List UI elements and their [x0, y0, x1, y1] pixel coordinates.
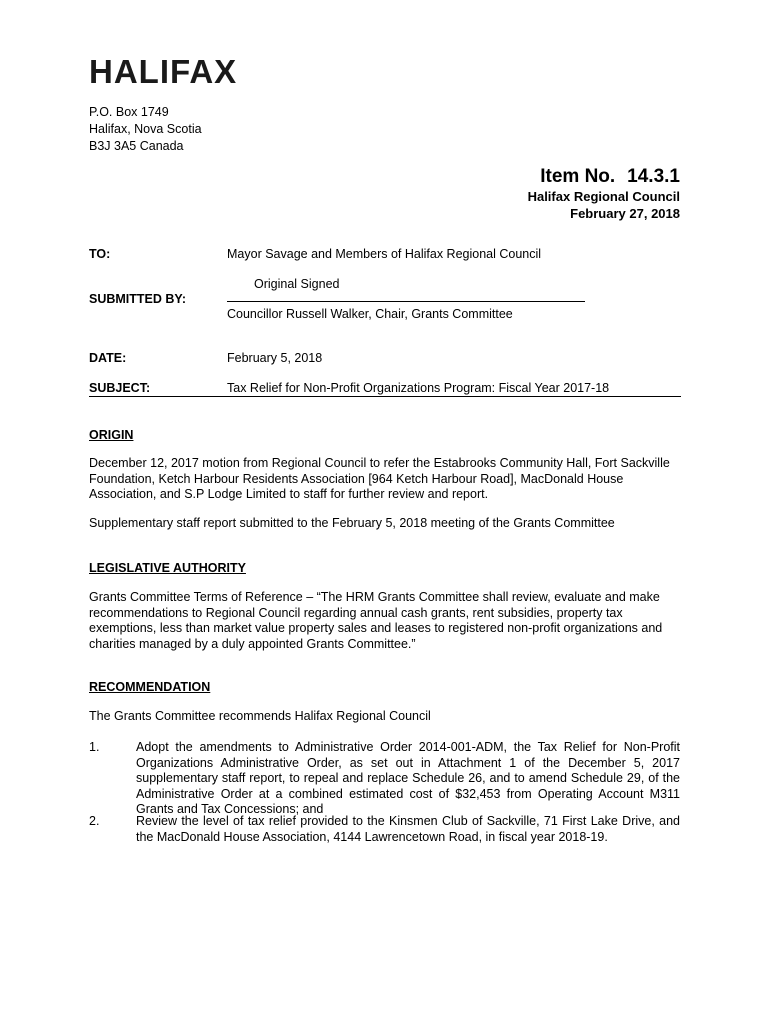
address-line: B3J 3A5 Canada [89, 139, 184, 153]
address-line: P.O. Box 1749 [89, 105, 169, 119]
subject-label: SUBJECT: [89, 381, 151, 395]
item-number: 14.3.1 [627, 166, 680, 187]
date-value: February 5, 2018 [227, 351, 323, 365]
date-label: DATE: [89, 351, 127, 365]
header-rule [89, 396, 681, 397]
meeting-date: February 27, 2018 [570, 206, 680, 221]
submitted-label: SUBMITTED BY: [89, 292, 186, 306]
subject-value: Tax Relief for Non-Profit Organizations Program: Fiscal Year 2017-18 [227, 381, 610, 395]
halifax-logo: HALIFAX [89, 53, 238, 90]
item-label: Item No. [540, 166, 616, 187]
legislative-heading: LEGISLATIVE AUTHORITY [89, 561, 246, 575]
submitted-value: Councillor Russell Walker, Chair, Grants Committee [227, 307, 513, 321]
origin-heading: ORIGIN [89, 428, 134, 442]
signature-line [227, 301, 585, 302]
origin-paragraph: December 12, 2017 motion from Regional Council to refer the Estabrooks Community Hall, Fort Sackville Foundation, Ketch Harbour Residents Association [964 Ketch Harbour Road], MacDonald House Association, and S.P Lodge Limited to staff for further review and report. [89, 456, 670, 501]
item-block [528, 166, 680, 222]
signed-note: Original Signed [254, 277, 340, 291]
item-text: Adopt the amendments to Administrative Order 2014-001-ADM, the Tax Relief for Non-Profit Organizations Administrative Order, as set out in Attachment 1 of the December 5, 2017 supplementary staff report, to repeal and replace Schedule 26, and to amend Schedule 29, of the Administrative Order at a combined estimated cost of $32,453 from Operating Account M311 Grants and Tax Concessions; and [136, 740, 680, 816]
recommendation-intro: The Grants Committee recommends Halifax Regional Council [89, 709, 431, 723]
item-number-marker: 2. [89, 814, 100, 828]
item-number-marker: 1. [89, 740, 100, 754]
item-text: Review the level of tax relief provided to the Kinsmen Club of Sackville, 71 First Lake Drive, and the MacDonald House Association, 4144 Lawrencetown Road, in fiscal year 2018-19. [136, 814, 680, 844]
item-number-line [528, 166, 680, 188]
recommendation-heading: RECOMMENDATION [89, 680, 211, 694]
mailing-address [89, 104, 202, 155]
origin-paragraph-2: Supplementary staff report submitted to the February 5, 2018 meeting of the Grants Committee [89, 516, 615, 530]
to-value: Mayor Savage and Members of Halifax Regional Council [227, 247, 542, 261]
legislative-paragraph: Grants Committee Terms of Reference – “The HRM Grants Committee shall review, evaluate and make recommendations to Regional Council regarding annual cash grants, rent subsidies, property tax exemptions, less than market value property sales and leases to registered non-profit organizations and charities managed by a duly appointed Grants Committee.” [89, 590, 663, 651]
to-label: TO: [89, 247, 111, 261]
council-name: Halifax Regional Council [527, 189, 680, 204]
address-line: Halifax, Nova Scotia [89, 122, 202, 136]
